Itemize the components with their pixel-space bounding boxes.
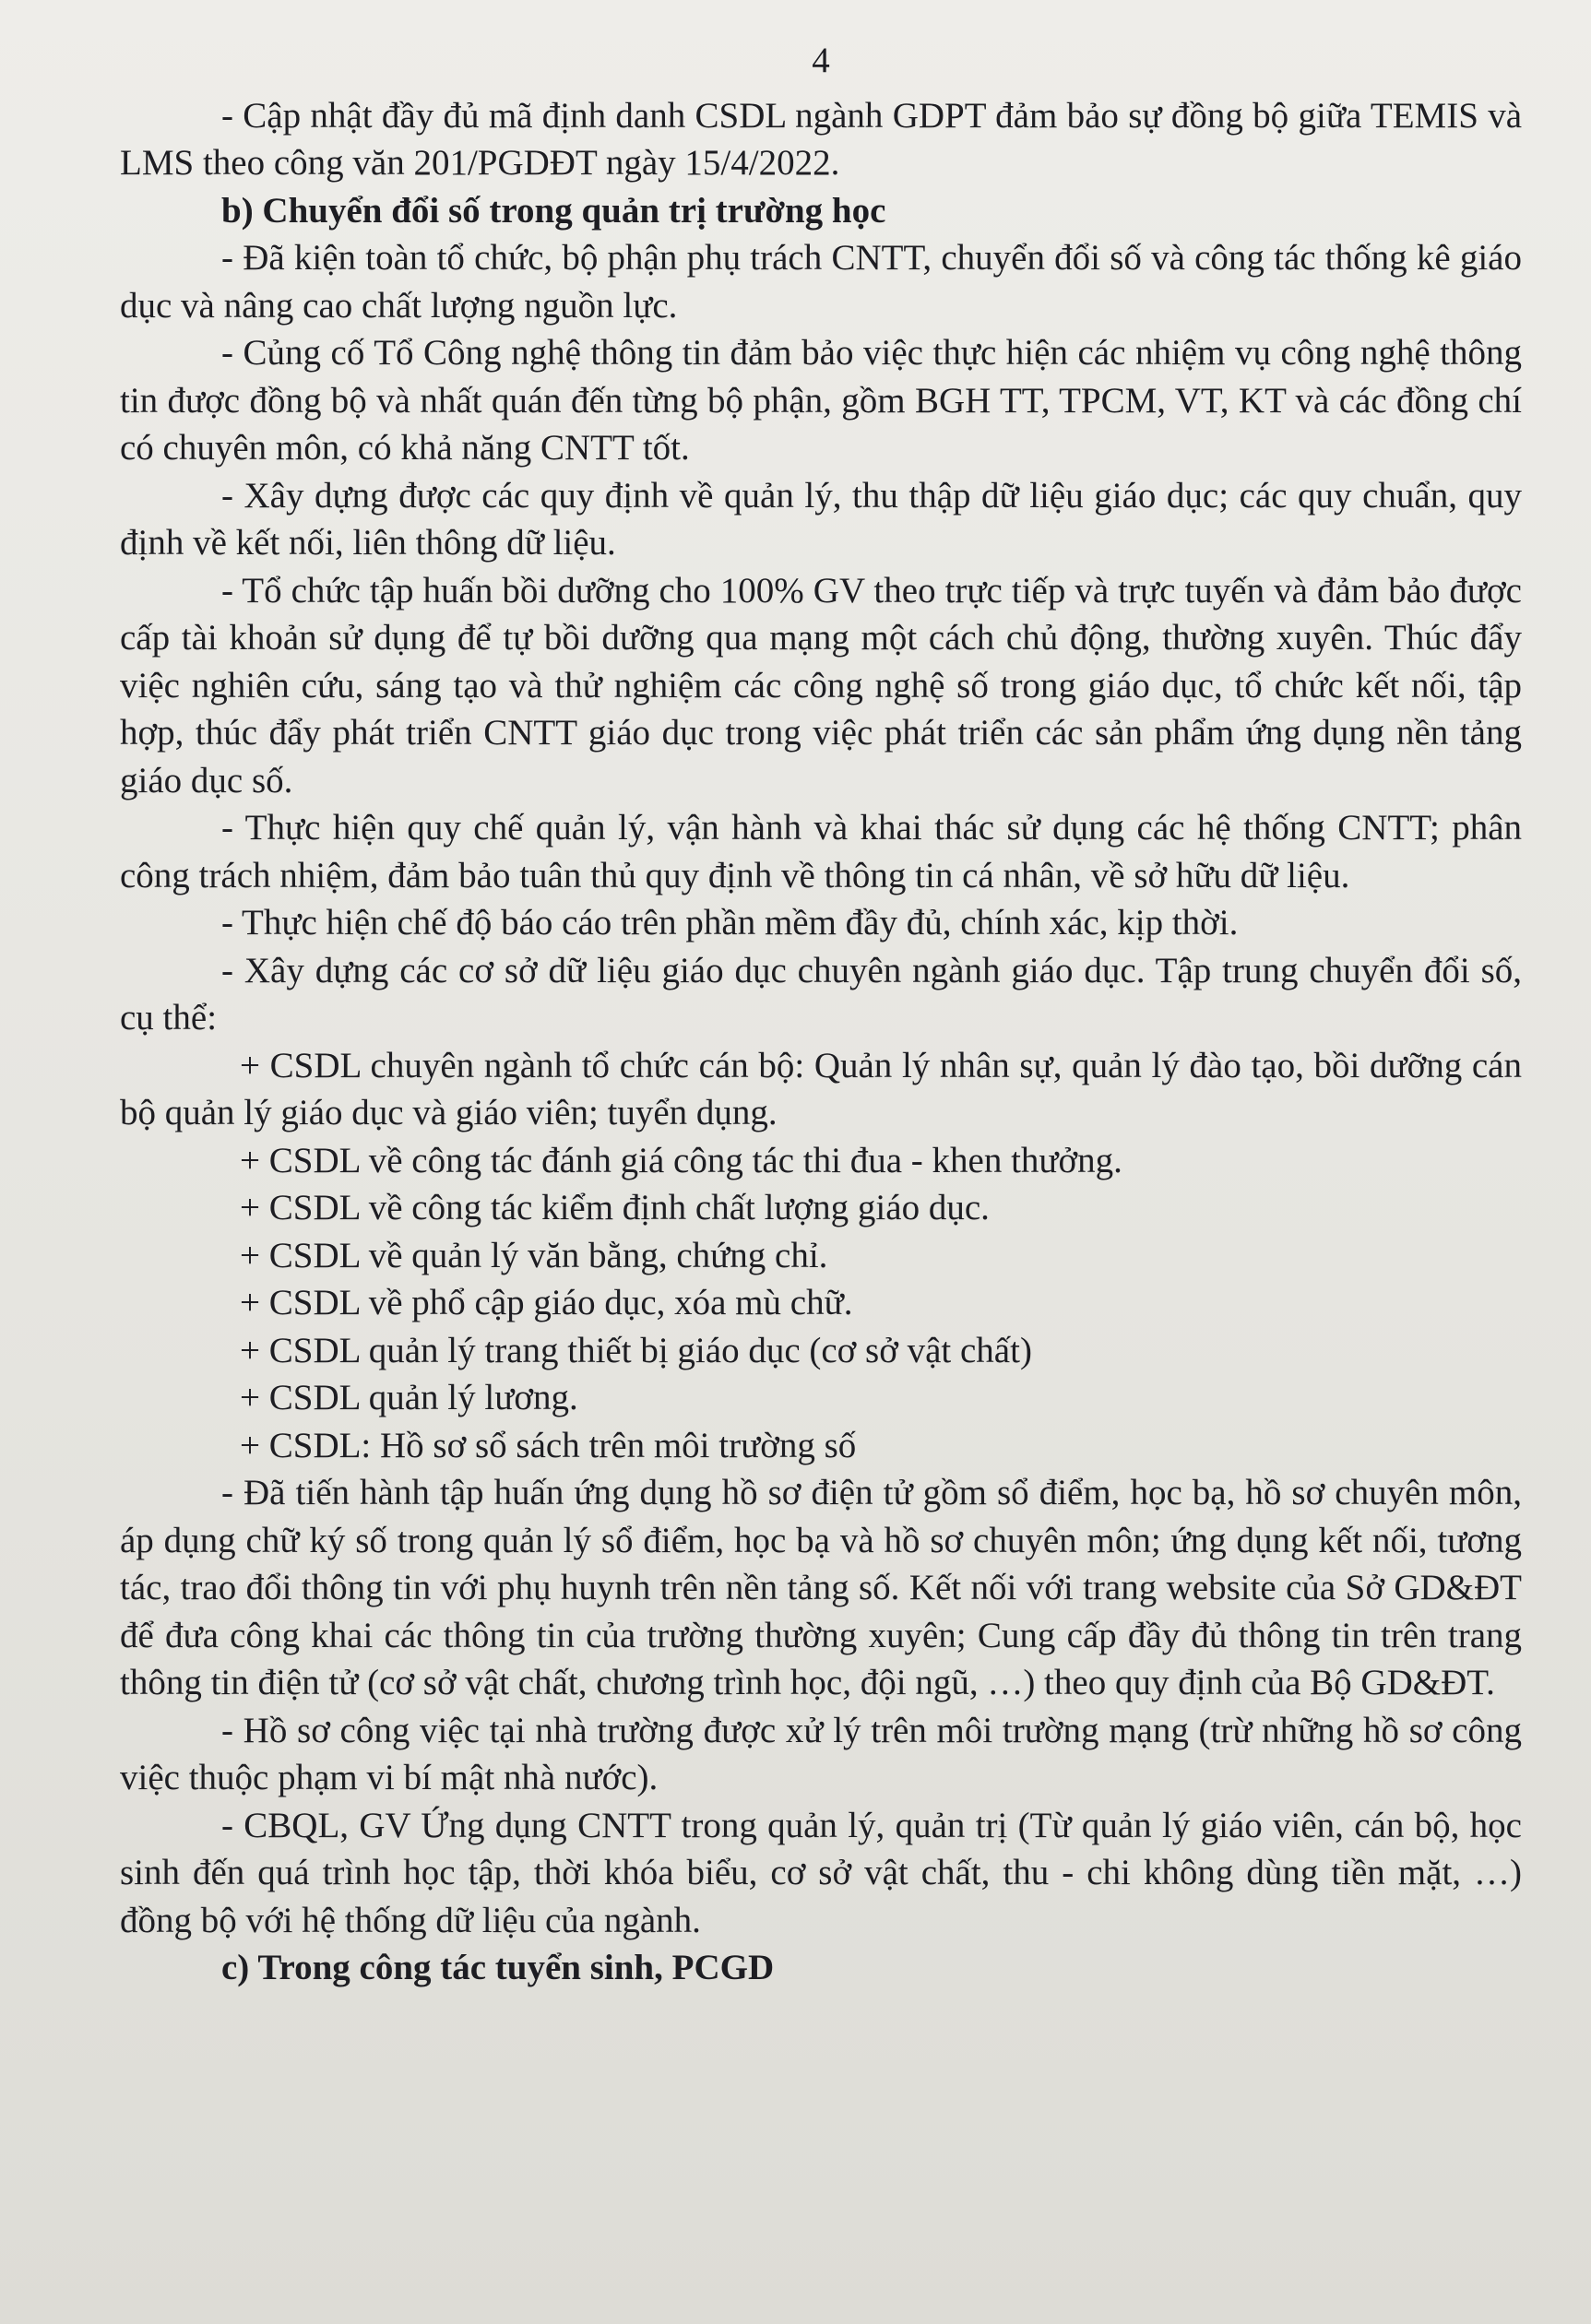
list-item: + CSDL chuyên ngành tổ chức cán bộ: Quản lý nhân sự, quản lý đào tạo, bồi dưỡng cán bộ quản lý giáo dục và giáo viên; tuyển dụng. <box>120 1045 1522 1132</box>
paragraph: - Cập nhật đầy đủ mã định danh CSDL ngành GDPT đảm bảo sự đồng bộ giữa TEMIS và LMS theo công văn 201/PGDĐT ngày 15/4/2022. <box>120 95 1522 183</box>
list-item: + CSDL: Hồ sơ sổ sách trên môi trường số <box>240 1425 857 1465</box>
paragraph: - Đã kiện toàn tổ chức, bộ phận phụ trách CNTT, chuyển đổi số và công tác thống kê giáo dục và nâng cao chất lượng nguồn lực. <box>120 238 1522 326</box>
page-number: 4 <box>812 41 830 80</box>
paragraph: - Xây dựng được các quy định về quản lý, thu thập dữ liệu giáo dục; các quy chuẩn, quy định về kết nối, liên thông dữ liệu. <box>120 475 1522 563</box>
section-heading: c) Trong công tác tuyển sinh, PCGD <box>221 1948 775 1987</box>
paragraph: - Hồ sơ công việc tại nhà trường được xử lý trên môi trường mạng (trừ những hồ sơ công việc thuộc phạm vi bí mật nhà nước). <box>120 1710 1522 1797</box>
list-item: + CSDL về công tác đánh giá công tác thi đua - khen thưởng. <box>240 1140 1122 1180</box>
paragraph: - Củng cố Tổ Công nghệ thông tin đảm bảo việc thực hiện các nhiệm vụ công nghệ thông tin được đồng bộ và nhất quán đến từng bộ phận, gồm BGH TT, TPCM, VT, KT và các đồng chí có chuyên môn, có khả năng CNTT tốt. <box>120 333 1522 468</box>
paragraph: - Xây dựng các cơ sở dữ liệu giáo dục chuyên ngành giáo dục. Tập trung chuyển đổi số, cụ thể: <box>120 950 1522 1038</box>
paragraph: - Tổ chức tập huấn bồi dưỡng cho 100% GV theo trực tiếp và trực tuyến và đảm bảo được cấp tài khoản sử dụng để tự bồi dưỡng qua mạng một cách chủ động, thường xuyên. Thúc đẩy việc nghiên cứu, sáng tạo và thử nghiệm các công nghệ số trong giáo dục, tổ chức kết nối, tập hợp, thúc đẩy phát triển CNTT giáo dục trong việc phát triển các sản phẩm ứng dụng nền tảng giáo dục số. <box>120 570 1522 800</box>
list-item: + CSDL về công tác kiểm định chất lượng giáo dục. <box>240 1188 990 1227</box>
document-body <box>120 37 1522 1992</box>
paragraph: - Thực hiện quy chế quản lý, vận hành và khai thác sử dụng các hệ thống CNTT; phân công trách nhiệm, đảm bảo tuân thủ quy định về thông tin cá nhân, về sở hữu dữ liệu. <box>120 808 1522 895</box>
list-item: + CSDL về quản lý văn bằng, chứng chỉ. <box>240 1235 828 1275</box>
paragraph: - CBQL, GV Ứng dụng CNTT trong quản lý, quản trị (Từ quản lý giáo viên, cán bộ, học sinh đến quá trình học tập, thời khóa biểu, cơ sở vật chất, thu - chi không dùng tiền mặt, …) đồng bộ với hệ thống dữ liệu của ngành. <box>120 1805 1522 1940</box>
paragraph: - Thực hiện chế độ báo cáo trên phần mềm đầy đủ, chính xác, kịp thời. <box>221 903 1239 943</box>
paragraph: - Đã tiến hành tập huấn ứng dụng hồ sơ điện tử gồm sổ điểm, học bạ, hồ sơ chuyên môn, áp dụng chữ ký số trong quản lý sổ điểm, học bạ và hồ sơ chuyên môn; ứng dụng kết nối, tương tác, trao đổi thông tin với phụ huynh trên nền tảng số. Kết nối với trang website của Sở GD&ĐT để đưa công khai các thông tin của trường thường xuyên; Cung cấp đầy đủ thông tin trên trang thông tin điện tử (cơ sở vật chất, chương trình học, đội ngũ, …) theo quy định của Bộ GD&ĐT. <box>120 1473 1522 1702</box>
list-item: + CSDL về phổ cập giáo dục, xóa mù chữ. <box>240 1283 853 1322</box>
list-item: + CSDL quản lý lương. <box>240 1378 578 1417</box>
section-heading: b) Chuyển đổi số trong quản trị trường học <box>221 190 886 231</box>
list-item: + CSDL quản lý trang thiết bị giáo dục (cơ sở vật chất) <box>240 1330 1032 1370</box>
